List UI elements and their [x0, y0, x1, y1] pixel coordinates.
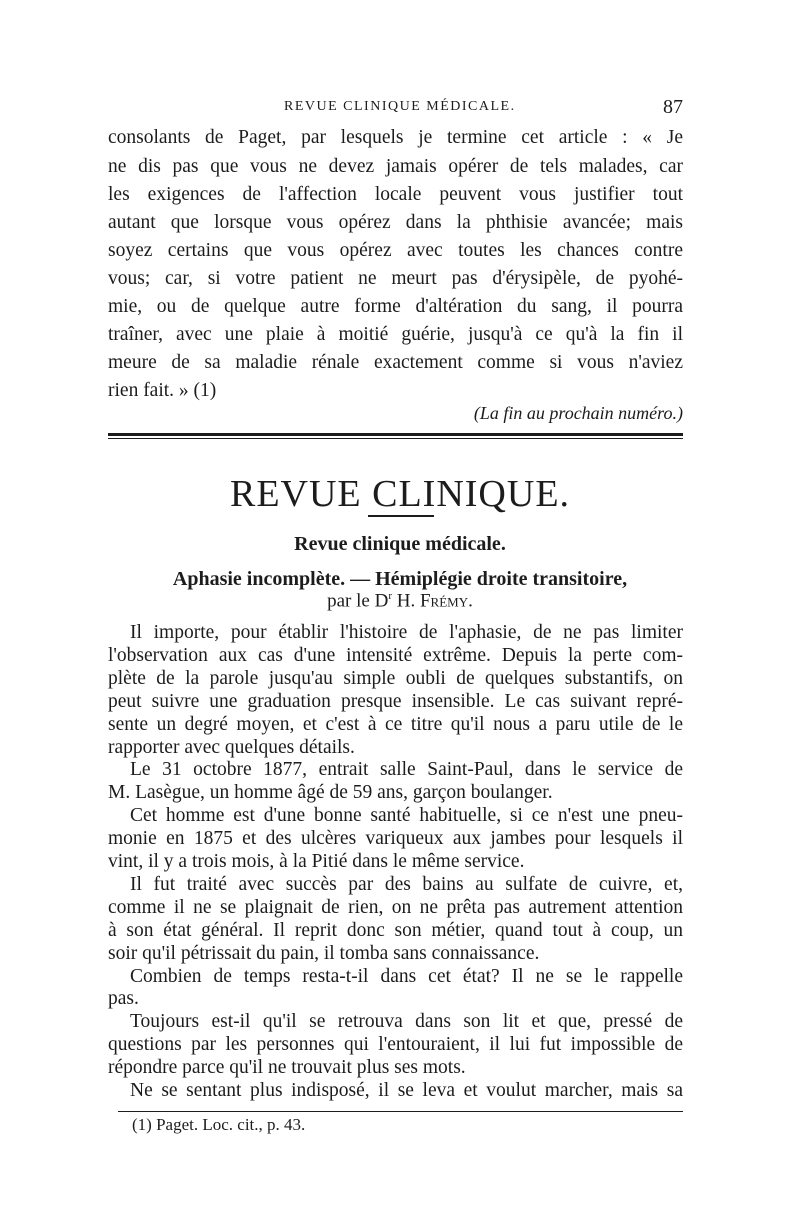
author-line — [0, 590, 800, 612]
body-line: plète de la parole jusqu'au simple oubli de quelques substantifs, on — [108, 667, 683, 689]
prev-line: meure de sa maladie rénale exactement comme si vous n'aviez — [108, 352, 683, 373]
body-line: Toujours est-il qu'il se retrouva dans son lit et que, pressé de — [130, 1011, 683, 1033]
prev-line: traîner, avec une plaie à moitié guérie, jusqu'à ce qu'à la fin il — [108, 324, 683, 345]
footnote-rule — [118, 1111, 683, 1112]
section-divider — [108, 433, 683, 436]
body-line: rapporter avec quelques détails. — [108, 736, 355, 758]
body-line: monie en 1875 et des ulcères variqueux aux jambes pour lesquels il — [108, 828, 683, 850]
body-line: questions par les personnes qui l'entouraient, il lui fut impossible de — [108, 1034, 683, 1056]
page-header — [108, 96, 683, 120]
body-line: à son état général. Il reprit donc son métier, quand tout à coup, un — [108, 919, 683, 941]
body-line: comme il ne se plaignait de rien, on ne prêta pas autrement attention — [108, 896, 683, 918]
prev-line: consolants de Paget, par lesquels je termine cet article : « Je — [108, 127, 683, 148]
running-head: REVUE CLINIQUE MÉDICALE. — [284, 99, 516, 114]
subsection-title: Revue clinique médicale. — [294, 533, 506, 555]
author-prefix: par le D — [327, 590, 389, 612]
continuation-note: (La fin au prochain numéro.) — [473, 403, 683, 423]
prev-line: autant que lorsque vous opérez dans la phthisie avancée; mais — [108, 212, 683, 233]
body-line: pas. — [108, 988, 139, 1010]
body-line: peut suivre une graduation presque insensible. Le cas suivant repré- — [108, 690, 683, 712]
prev-line: ne dis pas que vous ne devez jamais opérer de tels malades, car — [108, 156, 683, 177]
body-line: Le 31 octobre 1877, entrait salle Saint-Paul, dans le service de — [130, 759, 683, 781]
prev-line: rien fait. » (1) — [108, 380, 217, 401]
section-divider-thin — [108, 438, 683, 439]
body-line: Ne se sentant plus indisposé, il se leva et voulut marcher, mais sa — [130, 1080, 683, 1101]
body-line: Il fut traité avec succès par des bains au sulfate de cuivre, et, — [130, 873, 683, 895]
body-line: M. Lasègue, un homme âgé de 59 ans, garçon boulanger. — [108, 782, 553, 804]
body-line: vint, il y a trois mois, à la Pitié dans le même service. — [108, 851, 525, 872]
body-line: l'observation aux cas d'une intensité extrême. Depuis la perte com- — [108, 644, 683, 666]
footnote: (1) Paget. Loc. cit., p. 43. — [132, 1115, 306, 1134]
prev-line: mie, ou de quelque autre forme d'altération du sang, il pourra — [108, 296, 683, 317]
page-number: 87 — [663, 96, 683, 118]
article-title: Aphasie incomplète. — Hémiplégie droite transitoire, — [172, 568, 628, 590]
prev-line: vous; car, si votre patient ne meurt pas d'érysipèle, de pyohé- — [108, 268, 683, 289]
author-sup: r — [388, 590, 392, 602]
body-line: soir qu'il pétrissait du pain, il tomba sans connaissance. — [108, 942, 540, 964]
section-title: REVUE CLINIQUE. — [229, 473, 571, 515]
prev-line: les exigences de l'affection locale peuvent vous justifier tout — [108, 184, 683, 205]
prev-line: soyez certains que vous opérez avec toutes les chances contre — [108, 240, 683, 261]
body-line: Cet homme est d'une bonne santé habituelle, si ce n'est une pneu- — [130, 805, 683, 827]
body-line: répondre parce qu'il ne trouvait plus ses mots. — [108, 1057, 466, 1079]
body-line: Il importe, pour établir l'histoire de l'aphasie, de ne pas limiter — [130, 622, 683, 643]
body-line: Combien de temps resta-t-il dans cet état? Il ne se le rappelle — [130, 965, 683, 987]
title-underline — [368, 515, 434, 517]
body-line: sente un degré moyen, et c'est à ce titre qu'il nous a paru utile de le — [108, 713, 683, 735]
author-name: H. Frémy. — [396, 590, 473, 612]
